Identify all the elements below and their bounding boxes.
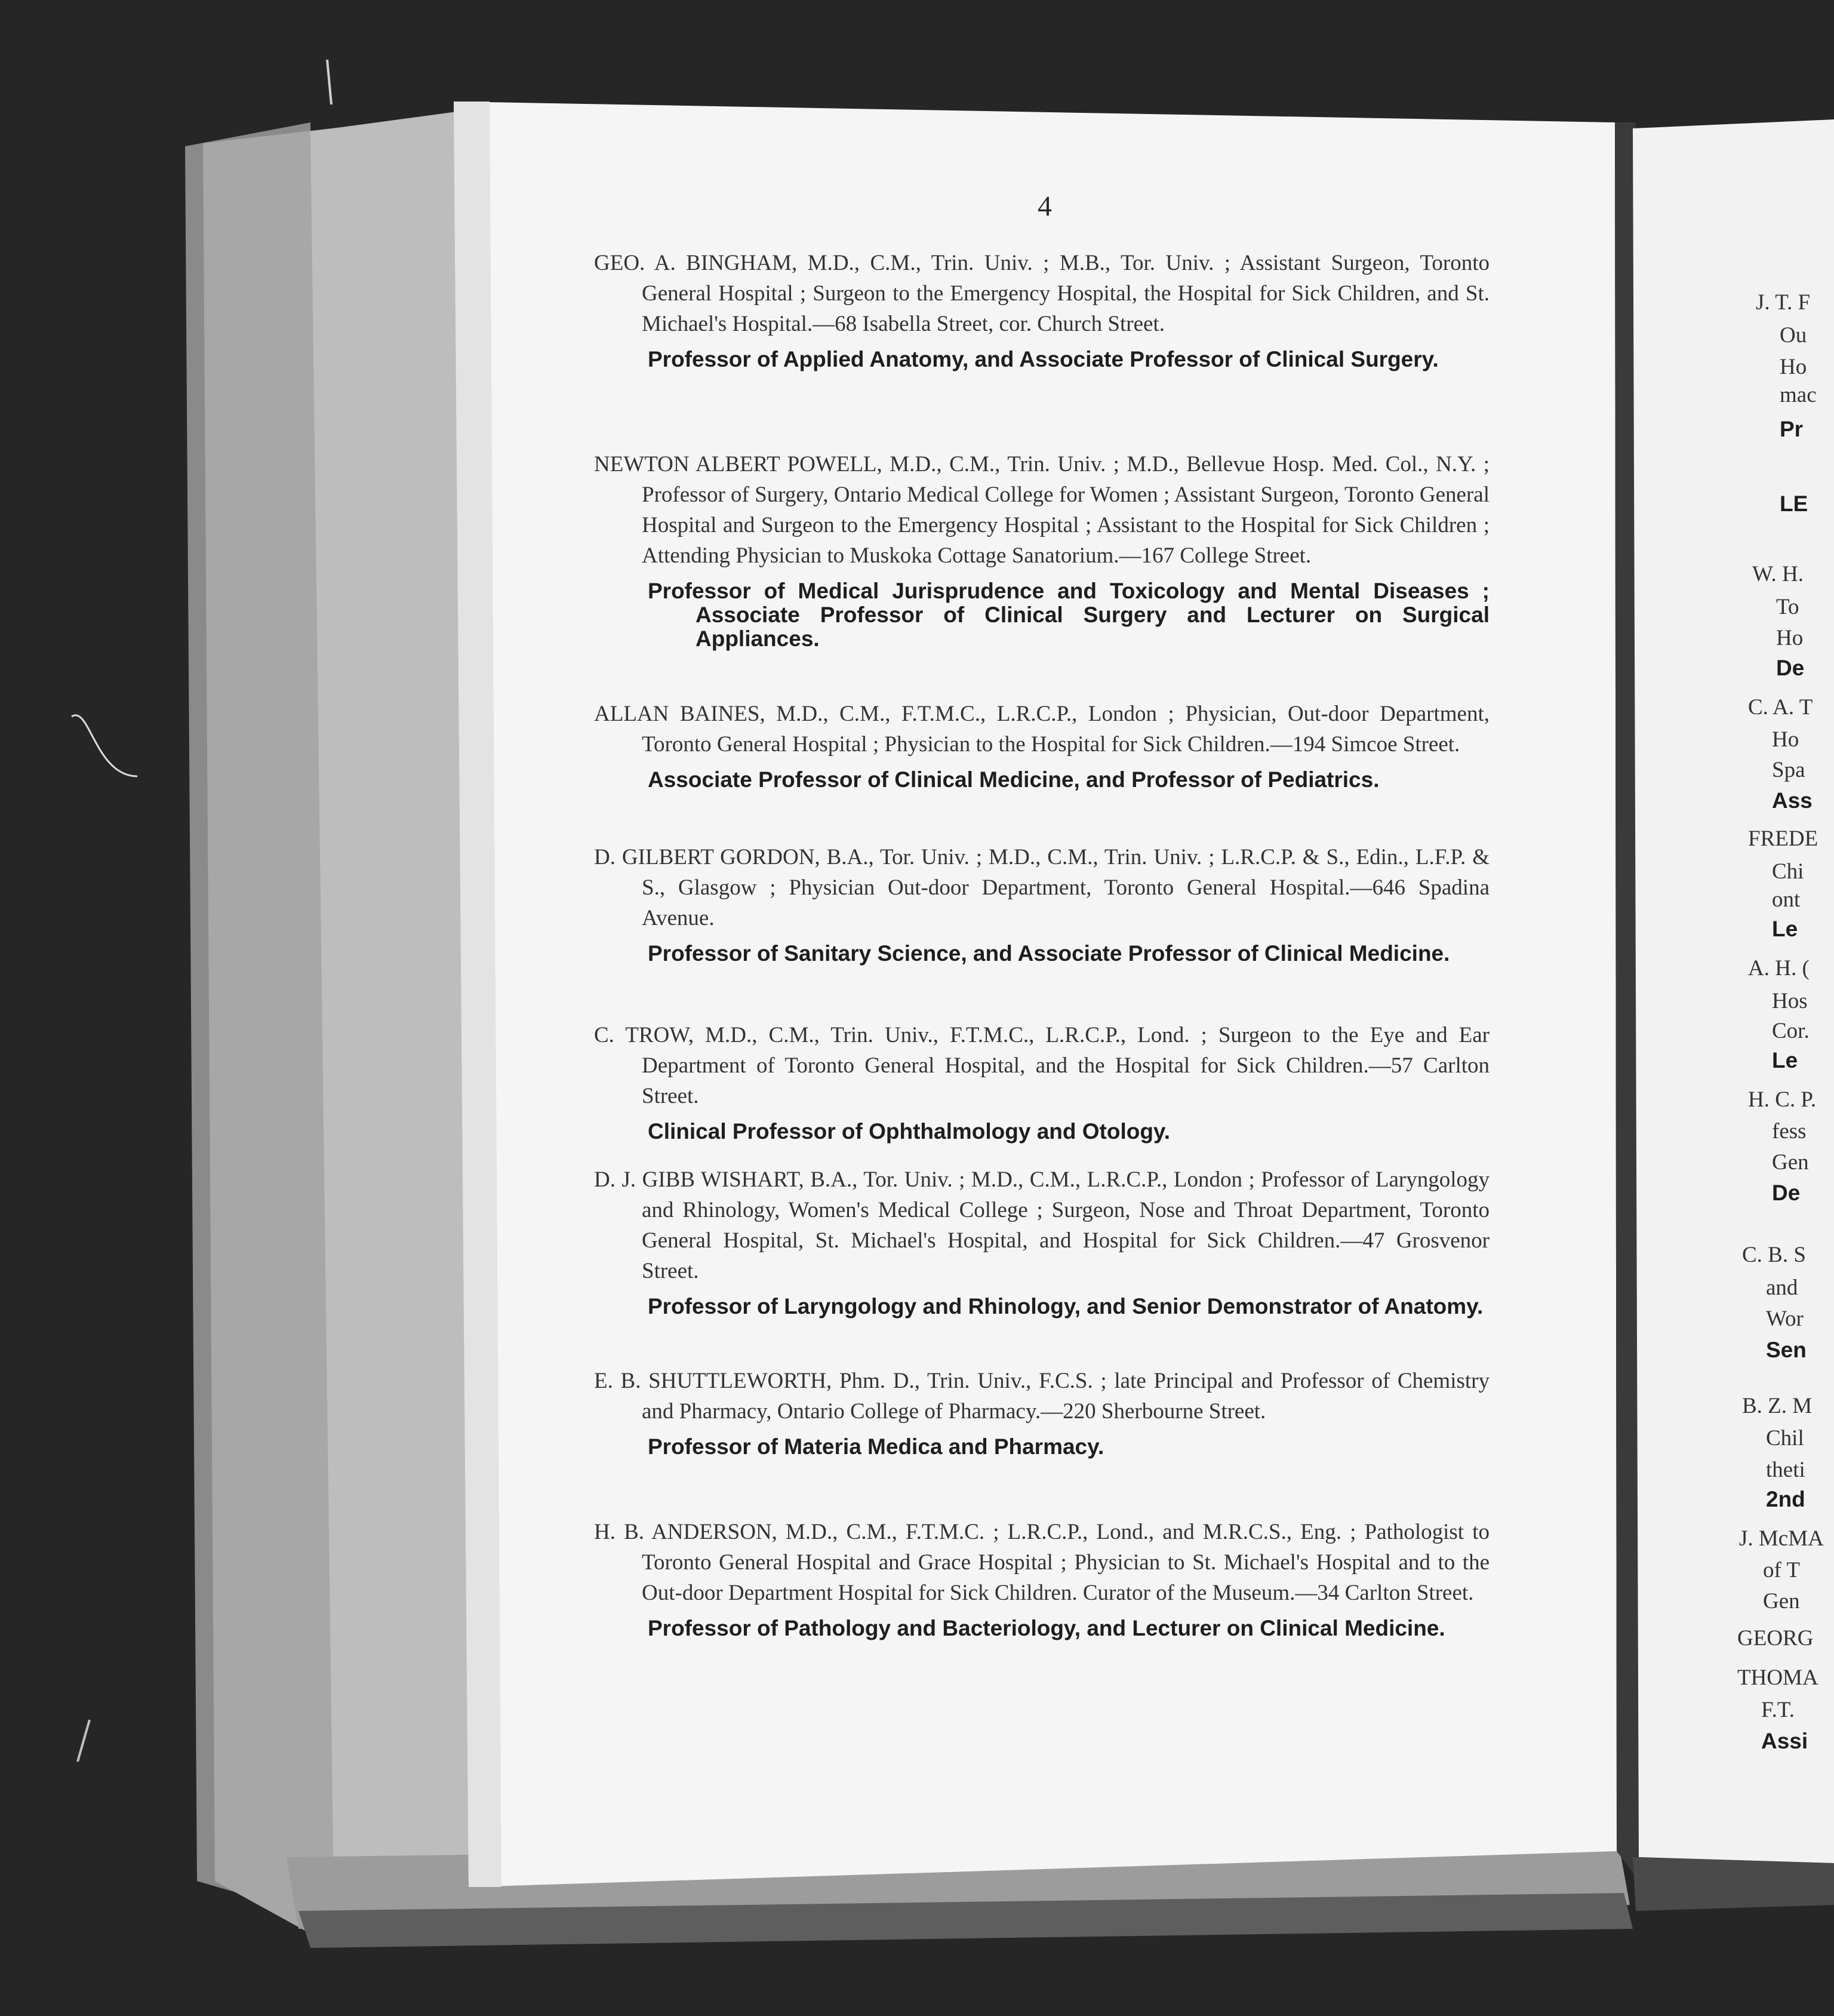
faculty-entry (594, 1517, 1490, 1640)
right-page-text-fragment: Spa (1772, 758, 1805, 782)
right-page-text-fragment: ont (1772, 887, 1801, 912)
right-page-text-fragment: A. H. ( (1748, 956, 1810, 981)
right-page-text-fragment: theti (1766, 1458, 1805, 1482)
entry-title: Professor of Materia Medica and Pharmacy. (648, 1434, 1104, 1459)
entry-text: C. TROW, M.D., C.M., Trin. Univ., F.T.M.C., L.R.C.P., Lond. ; Surgeon to the Eye and Ear Department of Toronto General Hospital, and the Hospital for Sick Children.—57 Carlton Street. (594, 1023, 1490, 1108)
right-page-text-fragment: Ho (1780, 355, 1807, 379)
entry-title: Associate Professor of Clinical Medicine, and Professor of Pediatrics. (648, 767, 1380, 792)
right-page-text-fragment: Chil (1766, 1426, 1804, 1450)
right-page-text-fragment: Gen (1772, 1150, 1809, 1175)
right-page-text-fragment: Ho (1772, 727, 1799, 752)
right-page-fragment (1633, 119, 1834, 1791)
right-page-text-fragment: of T (1763, 1558, 1801, 1582)
right-page-text-fragment: To (1776, 595, 1799, 619)
right-page-text-fragment: Ass (1772, 788, 1813, 813)
right-page-text-fragment: Ou (1780, 323, 1807, 348)
faculty-entry (594, 842, 1490, 966)
right-page-text-fragment: Gen (1763, 1589, 1800, 1614)
entry-text: E. B. SHUTTLEWORTH, Phm. D., Trin. Univ., F.C.S. ; late Principal and Professor of Chemistry and Pharmacy, Ontario College of Pharmacy.—220 Sherbourne Street. (594, 1369, 1490, 1424)
right-page-text-fragment: De (1772, 1181, 1801, 1205)
entry-text: D. GILBERT GORDON, B.A., Tor. Univ. ; M.D., C.M., Trin. Univ. ; L.R.C.P. & S., Edin., L.F.P. & S., Glasgow ; Physician Out-door Department, Toronto General Hospital.—646 Spadina Avenue. (594, 845, 1490, 930)
right-page-text-fragment: Chi (1772, 859, 1804, 884)
right-page-text-fragment: Hos (1772, 989, 1808, 1013)
right-page-text-fragment: Ho (1776, 626, 1804, 650)
right-page-text-fragment: J. T. F (1756, 290, 1811, 315)
right-page-text-fragment: and (1766, 1276, 1798, 1300)
faculty-entry (594, 699, 1490, 792)
entry-text: D. J. GIBB WISHART, B.A., Tor. Univ. ; M.D., C.M., L.R.C.P., London ; Professor of Laryngology and Rhinology, Women's Medical College ; Surgeon, Nose and Throat Department, Toronto General Hospital, St. Michael's Hospital, and Hospital for Sick Children.—47 Grosvenor Street. (594, 1167, 1490, 1283)
right-page-text-fragment: J. McMA (1739, 1526, 1824, 1551)
right-page-text-fragment: fess (1772, 1119, 1807, 1144)
faculty-entry (594, 449, 1490, 651)
right-page-text-fragment: Wor (1766, 1307, 1804, 1331)
right-page-text-fragment: Pr (1780, 417, 1804, 441)
right-page-text-fragment: GEORG (1737, 1626, 1814, 1651)
right-page-text-fragment: Sen (1766, 1338, 1807, 1362)
entry-text: ALLAN BAINES, M.D., C.M., F.T.M.C., L.R.C.P., London ; Physician, Out-door Department, Toronto General Hospital ; Physician to the Hospital for Sick Children.—194 Simcoe Street. (594, 702, 1490, 757)
right-page-text-fragment: C. A. T (1748, 695, 1813, 720)
entry-title: Professor of Sanitary Science, and Associate Professor of Clinical Medicine. (648, 941, 1450, 966)
right-page-text-fragment: De (1776, 656, 1805, 680)
entry-title: Clinical Professor of Ophthalmology and Otology. (648, 1119, 1171, 1144)
entry-text: GEO. A. BINGHAM, M.D., C.M., Trin. Univ. ; M.B., Tor. Univ. ; Assistant Surgeon, Toronto General Hospital ; Surgeon to the Emergency Hospital, the Hospital for Sick Children, and St. Michael's Hospital.—68 Isabella Street, cor. Church Street. (594, 251, 1490, 336)
right-page-text-fragment: Assi (1761, 1729, 1808, 1753)
right-page-text-fragment: Le (1772, 917, 1798, 941)
right-page-text-fragment: B. Z. M (1742, 1394, 1813, 1418)
page-number: 4 (1038, 190, 1052, 222)
right-page-text-fragment: H. C. P. (1748, 1087, 1817, 1112)
right-page-text-fragment: F.T. (1761, 1698, 1795, 1722)
entry-text: NEWTON ALBERT POWELL, M.D., C.M., Trin. Univ. ; M.D., Bellevue Hosp. Med. Col., N.Y. ; Professor of Surgery, Ontario Medical College for Women ; Assistant Surgeon, Toronto General Hospital and Surgeon to the Emergency Hospital ; Assistant to the Hospital for Sick Children ; Attending Physician to Muskoka Cottage Sanatorium.—167 College Street. (594, 452, 1490, 568)
right-page-text-fragment: Le (1772, 1048, 1798, 1072)
faculty-entry (594, 1020, 1490, 1144)
entry-text: H. B. ANDERSON, M.D., C.M., F.T.M.C. ; L.R.C.P., Lond., and M.R.C.S., Eng. ; Pathologist to Toronto General Hospital and Grace Hospital ; Physician to St. Michael's Hospital and to the Out-door Department Hospital for Sick Children. Curator of the Museum.—34 Carlton Street. (594, 1520, 1490, 1605)
right-page-text-fragment: C. B. S (1742, 1243, 1806, 1267)
right-page-text-fragment: 2nd (1766, 1487, 1805, 1511)
faculty-entry (594, 1164, 1490, 1319)
faculty-entry (594, 248, 1490, 371)
entry-title: Professor of Laryngology and Rhinology, and Senior Demonstrator of Anatomy. (648, 1294, 1484, 1319)
right-page-text-fragment: FREDE (1748, 826, 1818, 851)
right-page-text-fragment: mac (1780, 383, 1817, 407)
right-page-text-fragment: W. H. (1752, 562, 1804, 586)
entry-title: Professor of Applied Anatomy, and Associate Professor of Clinical Surgery. (648, 347, 1439, 371)
entry-title: Professor of Medical Jurisprudence and Toxicology and Mental Diseases ; Associate Professor of Clinical Surgery and Lecturer on Surgical Appliances. (648, 579, 1490, 651)
right-page-text-fragment: LE (1780, 491, 1808, 516)
right-page-text-fragment: THOMA (1737, 1665, 1818, 1690)
entry-title: Professor of Pathology and Bacteriology, and Lecturer on Clinical Medicine. (648, 1616, 1445, 1640)
right-page-text-fragment: Cor. (1772, 1019, 1810, 1043)
faculty-entry (594, 1366, 1490, 1459)
